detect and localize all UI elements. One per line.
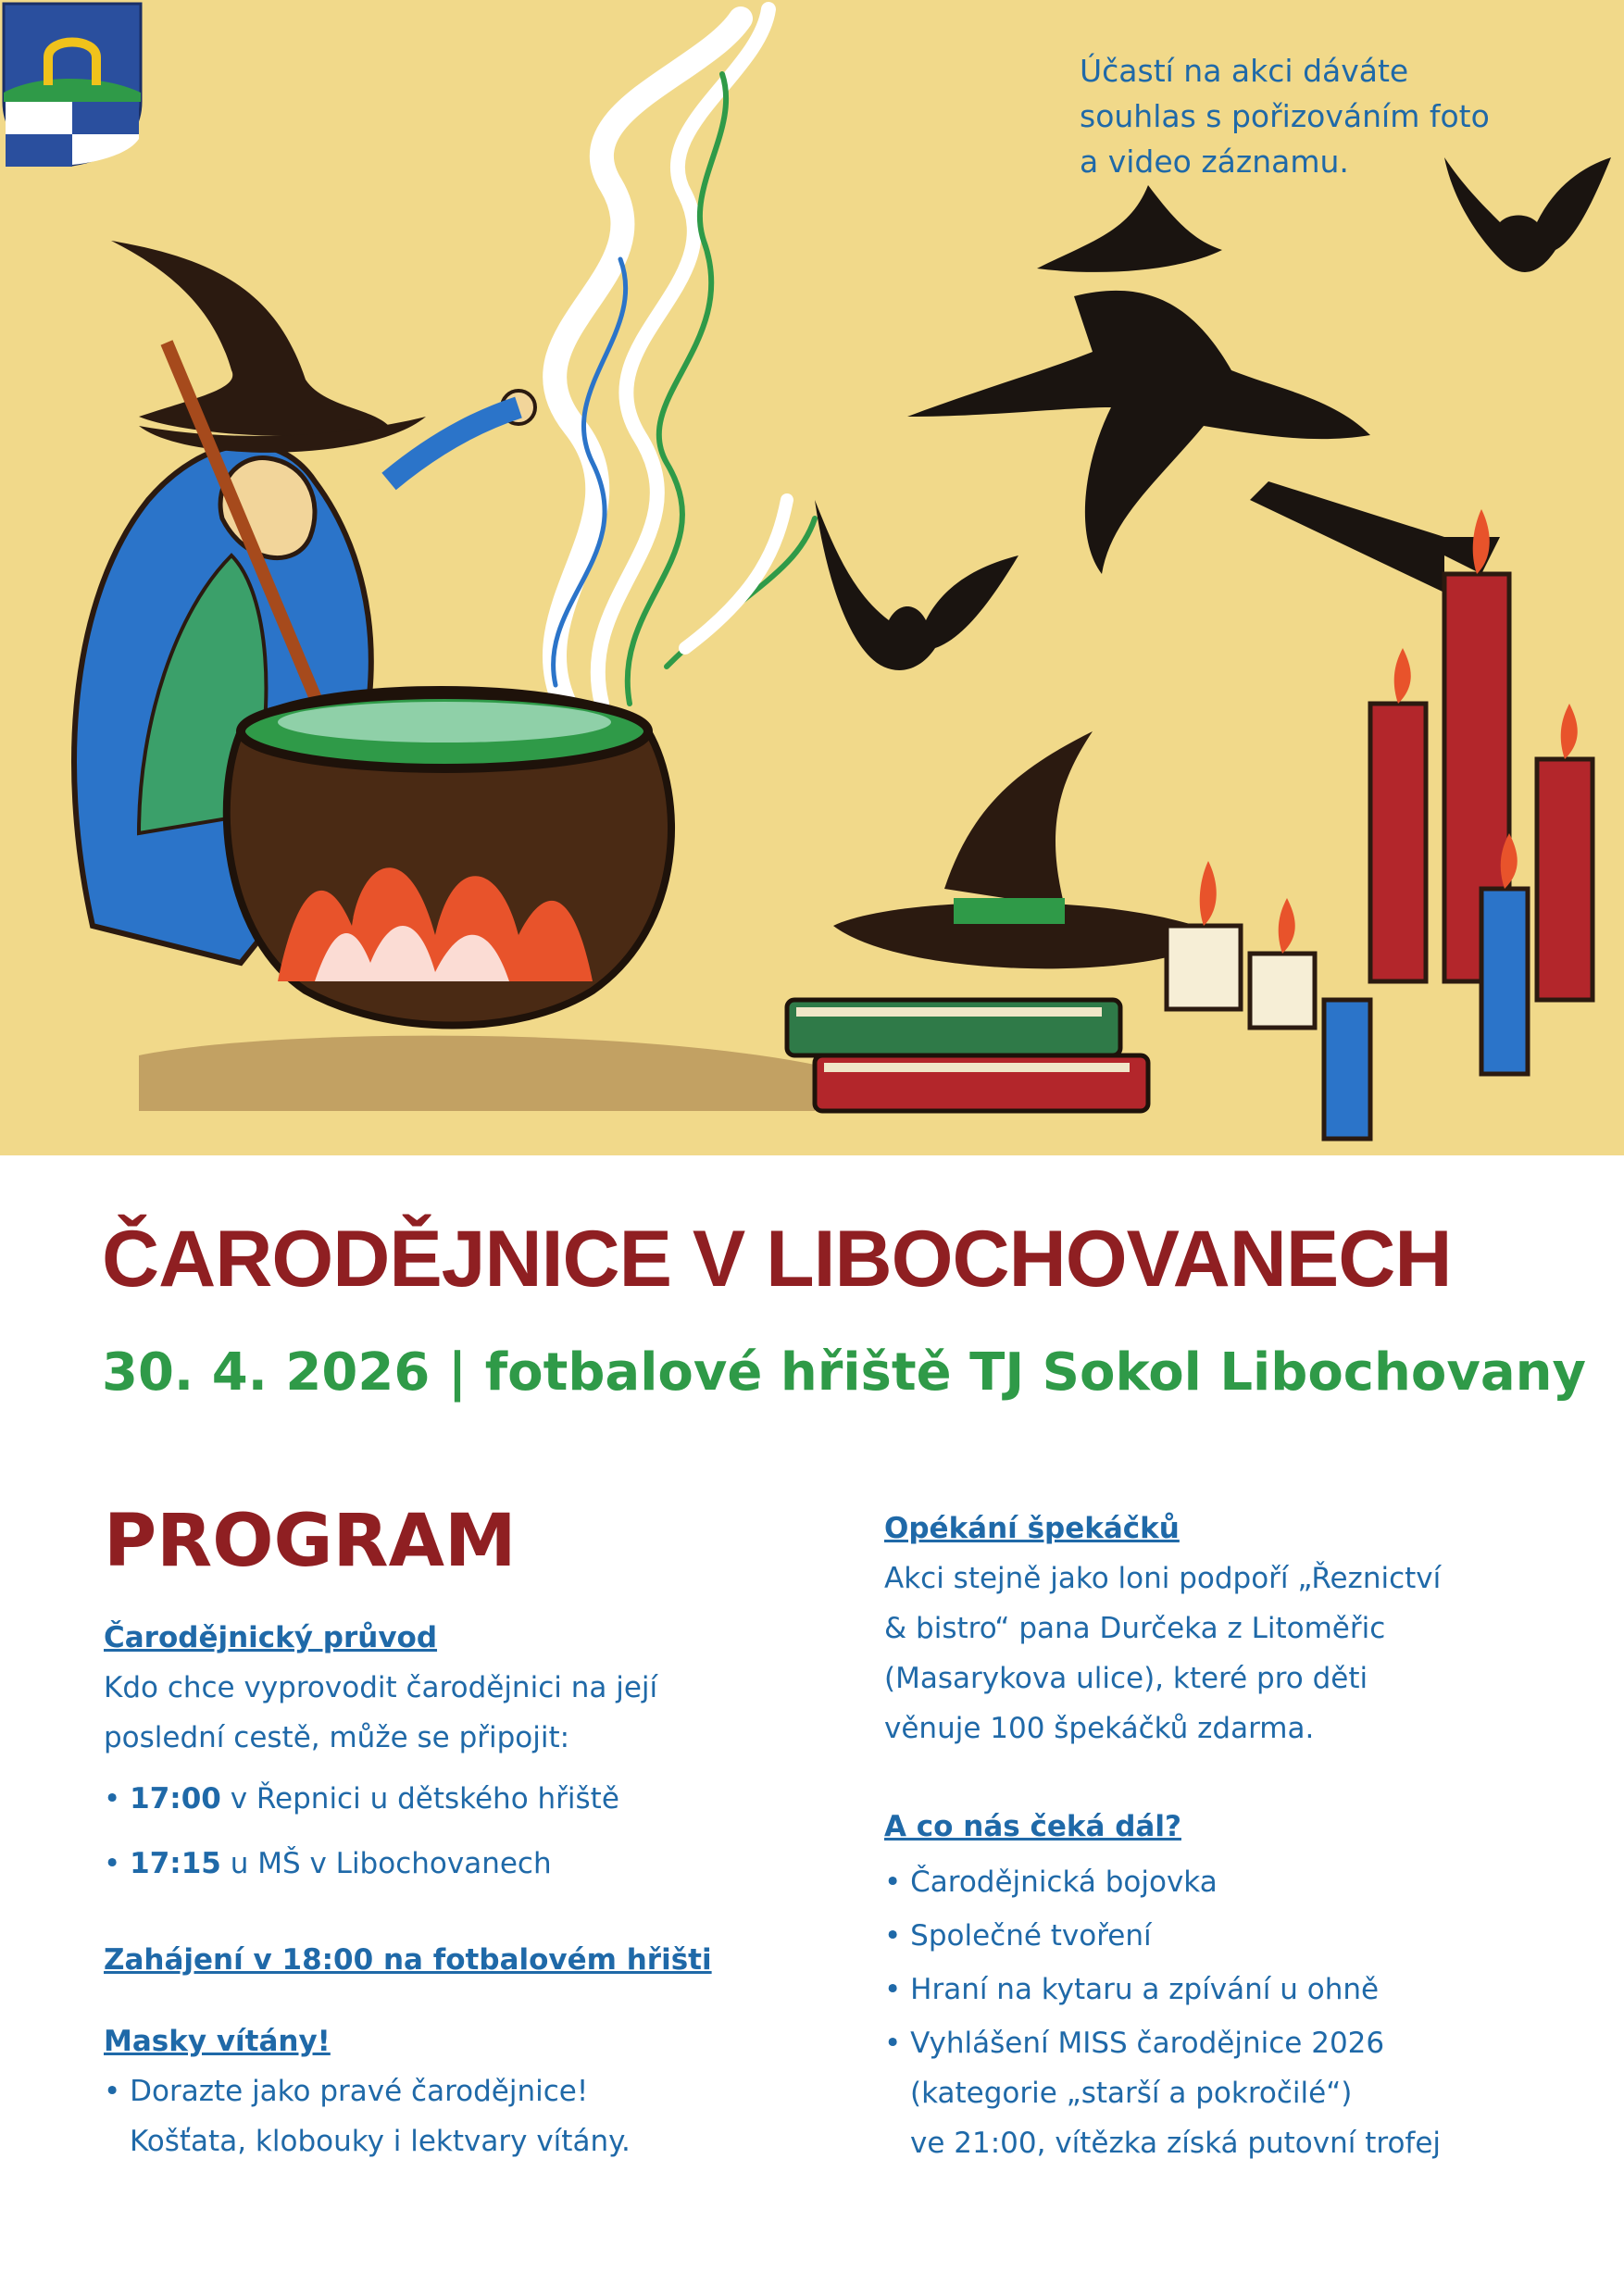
- miss-category: (kategorie „starší a pokročilé“): [910, 2077, 1353, 2110]
- masky-text: Košťata, klobouky i lektvary vítány.: [130, 2125, 631, 2158]
- list-item: • Čarodějnická bojovka: [884, 1866, 1218, 1899]
- opekani-heading: Opékání špekáčků: [884, 1512, 1180, 1545]
- opekani-text: Akci stejně jako loni podpoří „Řeznictví: [884, 1562, 1442, 1595]
- dale-heading: A co nás čeká dál?: [884, 1810, 1181, 1843]
- notice-line: souhlas s pořizováním foto: [1080, 98, 1490, 134]
- witch-hat: [833, 731, 1222, 968]
- program-left-column: [104, 1500, 807, 2166]
- pruvod-text: Kdo chce vyprovodit čarodějnici na její: [104, 1671, 658, 1704]
- bullet: •: [104, 1782, 121, 1816]
- program-heading: PROGRAM: [104, 1500, 517, 1583]
- masky-heading: Masky vítány!: [104, 2025, 331, 2058]
- bullet: •: [104, 1847, 121, 1880]
- list-item: • Hraní na kytaru a zpívání u ohně: [884, 1973, 1380, 2006]
- event-date-location: 30. 4. 2026 | fotbalové hřiště TJ Sokol Libochovany: [102, 1342, 1586, 1403]
- notice-line: a video záznamu.: [1080, 144, 1349, 180]
- cauldron-smoke: [554, 9, 815, 704]
- opekani-text: & bistro“ pana Durčeka z Litoměřic: [884, 1612, 1386, 1645]
- photo-consent-notice: [1080, 48, 1598, 184]
- event-title: ČARODĚJNICE V LIBOCHOVANECH: [102, 1215, 1452, 1304]
- time: 17:00: [130, 1782, 221, 1816]
- pruvod-heading: Čarodějnický průvod: [104, 1621, 438, 1654]
- flying-witch-silhouette: [907, 185, 1500, 593]
- zahajeni-heading: Zahájení v 18:00 na fotbalovém hřišti: [104, 1943, 712, 1977]
- list-item: • Vyhlášení MISS čarodějnice 2026: [884, 2027, 1385, 2060]
- miss-time: ve 21:00, vítězka získá putovní trofej: [910, 2127, 1442, 2160]
- place: u MŠ v Libochovanech: [220, 1847, 552, 1880]
- notice-line: Účastí na akci dáváte: [1080, 53, 1409, 89]
- opekani-text: věnuje 100 špekáčků zdarma.: [884, 1712, 1315, 1745]
- books-stack: [787, 1000, 1148, 1111]
- candles: [1167, 509, 1593, 1139]
- place: v Řepnici u dětského hřiště: [220, 1782, 619, 1816]
- pruvod-text: poslední cestě, může se připojit:: [104, 1721, 570, 1754]
- list-item: • Společné tvoření: [884, 1919, 1152, 1953]
- time: 17:15: [130, 1847, 221, 1880]
- municipal-crest: [0, 0, 144, 168]
- masky-text: • Dorazte jako pravé čarodějnice!: [104, 2075, 589, 2108]
- cauldron: [139, 690, 815, 1111]
- opekani-text: (Masarykova ulice), které pro děti: [884, 1662, 1368, 1695]
- list-item: [104, 1774, 807, 1824]
- list-item: [104, 1839, 807, 1889]
- pruvod-times-list: [104, 1774, 807, 1889]
- program-right-column: [884, 1504, 1588, 2168]
